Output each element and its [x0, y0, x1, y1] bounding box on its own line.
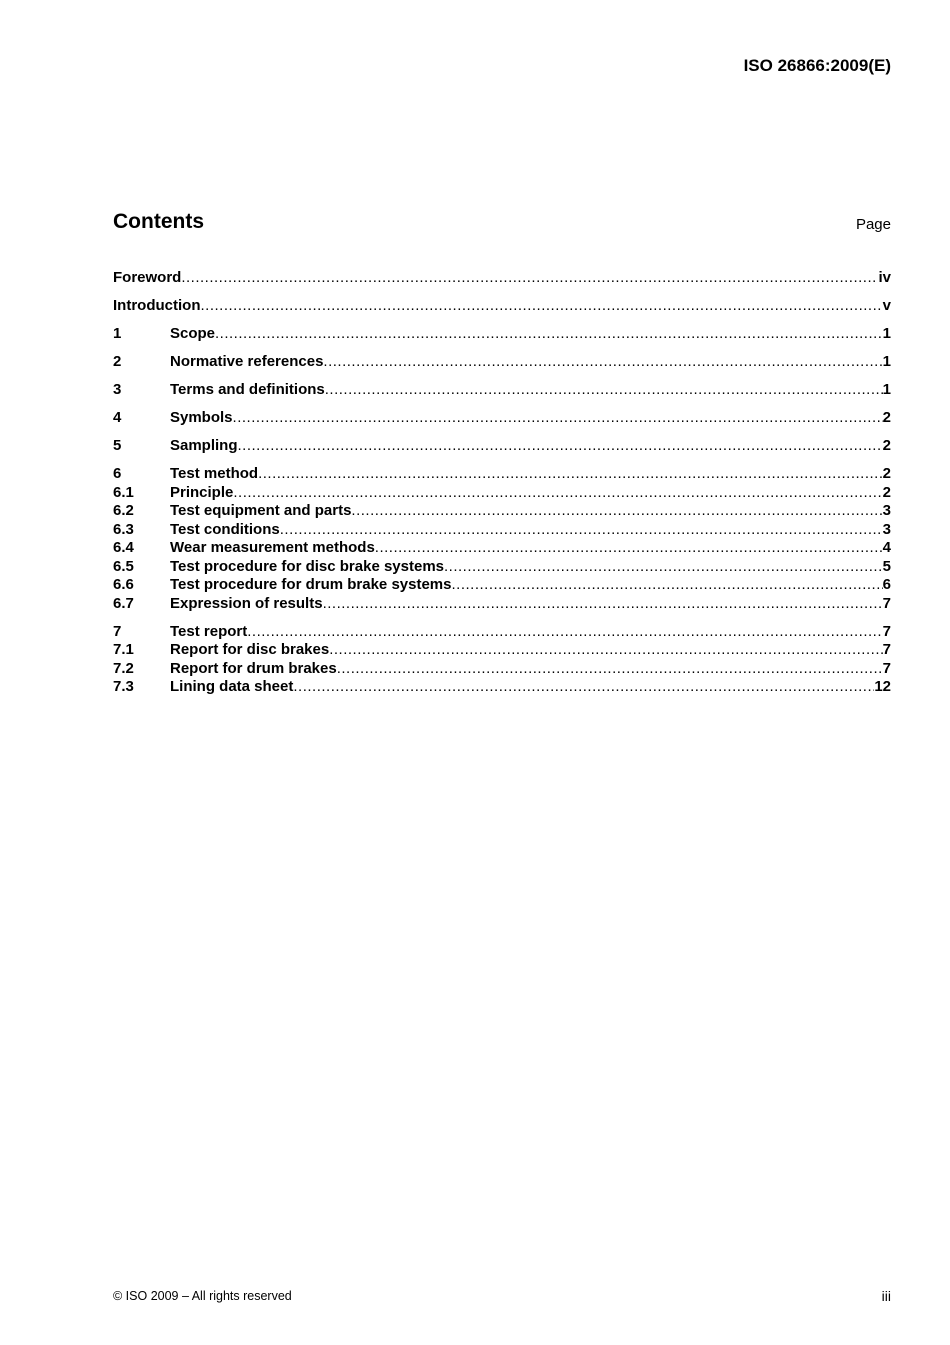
- toc-entry-test-equipment-and-parts[interactable]: [113, 502, 891, 521]
- toc-entry-principle[interactable]: [113, 484, 891, 503]
- toc-entry-title: Terms and definitions: [170, 381, 325, 398]
- toc-entry-page: 12: [874, 678, 891, 695]
- toc-entry-foreword[interactable]: [113, 269, 891, 288]
- toc-entry-page: 1: [882, 381, 891, 398]
- toc-entry-title: Test report: [170, 622, 248, 640]
- toc-entry-page: 7: [882, 641, 891, 658]
- table-of-contents: [113, 269, 891, 697]
- toc-entry-page: v: [882, 297, 891, 314]
- toc-entry-expression-of-results[interactable]: [113, 595, 891, 614]
- toc-entry-number: 6.1: [113, 483, 134, 501]
- toc-entry-page: 3: [882, 520, 891, 538]
- toc-entry-page: 4: [882, 539, 891, 556]
- footer-page-number: iii: [881, 1288, 891, 1304]
- toc-entry-page: 2: [882, 437, 891, 454]
- toc-entry-page: 7: [882, 622, 891, 640]
- contents-heading: Contents: [113, 210, 204, 233]
- toc-entry-title: Test method: [170, 465, 259, 482]
- toc-entry-number: 1: [113, 325, 122, 342]
- toc-entry-number: 7.3: [113, 678, 134, 695]
- toc-entry-number: 6.6: [113, 576, 134, 593]
- toc-entry-title: Report for disc brakes: [170, 641, 330, 658]
- toc-entry-title: Test equipment and parts: [170, 502, 352, 519]
- toc-entry-introduction[interactable]: [113, 297, 891, 316]
- toc-entry-test-report[interactable]: [113, 623, 891, 642]
- toc-entry-page: 7: [882, 659, 891, 677]
- toc-entry-lining-data-sheet[interactable]: [113, 678, 891, 697]
- toc-entry-number: 4: [113, 409, 122, 426]
- toc-entry-page: 2: [882, 409, 891, 426]
- document-id: ISO 26866:2009(E): [743, 56, 891, 75]
- footer-copyright: © ISO 2009 – All rights reserved: [113, 1289, 292, 1303]
- toc-entry-title: Expression of results: [170, 594, 323, 612]
- toc-entry-page: 2: [882, 483, 891, 501]
- toc-entry-wear-measurement-methods[interactable]: [113, 539, 891, 558]
- toc-entry-disc-brake-procedure[interactable]: [113, 558, 891, 577]
- toc-entry-report-disc-brakes[interactable]: [113, 641, 891, 660]
- toc-entry-number: 7.2: [113, 659, 134, 677]
- toc-entry-page: iv: [878, 269, 891, 286]
- toc-entry-page: 6: [882, 576, 891, 593]
- toc-entry-number: 6.7: [113, 594, 134, 612]
- toc-entry-title: Normative references: [170, 353, 324, 370]
- toc-entry-page: 3: [882, 502, 891, 519]
- toc-entry-number: 6.5: [113, 557, 134, 575]
- toc-entry-title: Test conditions: [170, 520, 280, 538]
- toc-entry-page: 1: [882, 325, 891, 342]
- toc-entry-title: Test procedure for disc brake systems: [170, 557, 444, 575]
- toc-entry-report-drum-brakes[interactable]: [113, 660, 891, 679]
- toc-entry-page: 5: [882, 557, 891, 575]
- toc-entry-terms-and-definitions[interactable]: [113, 381, 891, 400]
- toc-entry-number: 6.2: [113, 502, 134, 519]
- toc-entry-test-method[interactable]: [113, 465, 891, 484]
- toc-entry-symbols[interactable]: [113, 409, 891, 428]
- toc-entry-number: 6.4: [113, 539, 134, 556]
- toc-entry-title: Wear measurement methods: [170, 539, 375, 556]
- toc-entry-sampling[interactable]: [113, 437, 891, 456]
- toc-entry-title: Introduction: [113, 297, 201, 314]
- toc-entry-scope[interactable]: [113, 325, 891, 344]
- toc-entry-page: 1: [882, 353, 891, 370]
- toc-entry-number: 7.1: [113, 641, 134, 658]
- toc-entry-page: 2: [882, 465, 891, 482]
- toc-entry-title: Lining data sheet: [170, 678, 294, 695]
- toc-entry-number: 7: [113, 622, 122, 640]
- toc-entry-normative-references[interactable]: [113, 353, 891, 372]
- toc-entry-title: Symbols: [170, 409, 233, 426]
- toc-entry-title: Report for drum brakes: [170, 659, 337, 677]
- toc-entry-number: 6: [113, 465, 122, 482]
- toc-entry-test-conditions[interactable]: [113, 521, 891, 540]
- toc-entry-title: Scope: [170, 325, 216, 342]
- toc-entry-page: 7: [882, 594, 891, 612]
- toc-entry-title: Test procedure for drum brake systems: [170, 576, 452, 593]
- toc-entry-title: Sampling: [170, 437, 238, 454]
- page-column-label: Page: [855, 216, 891, 233]
- toc-entry-title: Principle: [170, 483, 234, 501]
- toc-entry-number: 3: [113, 381, 122, 398]
- toc-entry-title: Foreword: [113, 269, 182, 286]
- toc-entry-drum-brake-procedure[interactable]: [113, 576, 891, 595]
- toc-entry-number: 5: [113, 437, 122, 454]
- toc-entry-number: 2: [113, 353, 122, 370]
- toc-entry-number: 6.3: [113, 520, 134, 538]
